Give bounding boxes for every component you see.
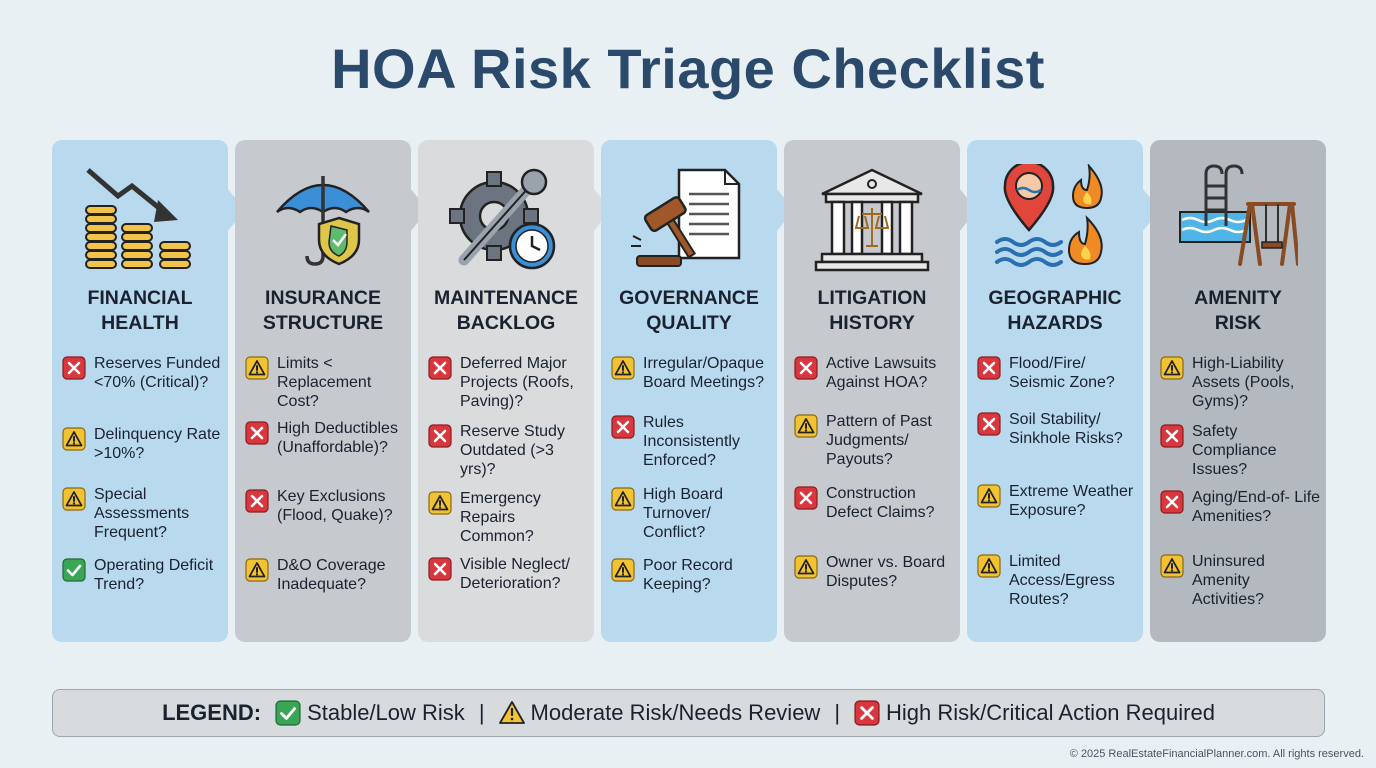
checklist-item: [245, 556, 409, 594]
high-risk-x-icon: [611, 415, 635, 439]
item-text: Deferred Major Projects (Roofs, Paving)?: [460, 355, 574, 410]
item-text: Owner vs. Board Disputes?: [826, 554, 946, 590]
courthouse-scales-icon: [812, 164, 932, 274]
item-text: Rules Inconsistently Enforced?: [643, 414, 740, 469]
item-text: Visible Neglect/ Deterioration?: [460, 556, 570, 592]
warning-triangle-icon: [977, 554, 1001, 578]
umbrella-shield-icon: [263, 164, 383, 274]
coins-down-trend-icon: [80, 164, 200, 274]
item-text: Reserves Funded <70% (Critical)?: [94, 355, 221, 391]
legend-item-stable: [275, 700, 465, 726]
column-amenity-risk: [1150, 140, 1326, 642]
legend-high-text: High Risk/Critical Action Required: [886, 700, 1215, 725]
copyright: © 2025 RealEstateFinancialPlanner.com. All rights reserved.: [1069, 748, 1364, 760]
checklist-item: [245, 419, 409, 457]
legend-item-high: [854, 700, 1215, 726]
warning-triangle-icon: [499, 700, 525, 726]
checklist-item: [794, 553, 958, 591]
warning-triangle-icon: [62, 427, 86, 451]
column-insurance-structure: [235, 140, 411, 642]
warning-triangle-icon: [977, 484, 1001, 508]
checklist-item: [62, 485, 226, 542]
item-text: Operating Deficit Trend?: [94, 557, 214, 593]
pin-water-fire-icon: [995, 164, 1115, 274]
column-title: AMENITY RISK: [1194, 287, 1282, 334]
high-risk-x-icon: [245, 421, 269, 445]
legend-moderate-text: Moderate Risk/Needs Review: [530, 700, 821, 725]
checklist-item: [428, 489, 592, 546]
checklist-item: [245, 354, 409, 411]
checklist-item: [428, 354, 592, 411]
item-text: Extreme Weather Exposure?: [1009, 483, 1134, 519]
gavel-document-icon: [629, 164, 749, 274]
checklist-item: [1160, 354, 1324, 411]
legend-item-moderate: [499, 700, 821, 726]
warning-triangle-icon: [428, 491, 452, 515]
high-risk-x-icon: [854, 700, 880, 726]
check-icon: [62, 558, 86, 582]
pool-swing-icon: [1178, 164, 1298, 274]
checklist-item: [977, 354, 1141, 392]
high-risk-x-icon: [977, 412, 1001, 436]
item-text: Emergency Repairs Common?: [460, 490, 541, 545]
checklist-item: [794, 354, 958, 392]
checklist-item: [1160, 488, 1324, 526]
column-title: LITIGATION HISTORY: [817, 287, 927, 334]
risk-columns: [0, 140, 1376, 642]
item-text: Uninsured Amenity Activities?: [1192, 553, 1265, 608]
item-text: Flood/Fire/ Seismic Zone?: [1009, 355, 1115, 391]
checklist-item: [428, 422, 592, 479]
column-title: GOVERNANCE QUALITY: [619, 287, 759, 334]
high-risk-x-icon: [794, 486, 818, 510]
column-title: FINANCIAL HEALTH: [87, 287, 193, 334]
item-text: Limits < Replacement Cost?: [277, 355, 372, 410]
check-icon: [275, 700, 301, 726]
high-risk-x-icon: [428, 557, 452, 581]
column-maintenance-backlog: [418, 140, 594, 642]
column-title: INSURANCE STRUCTURE: [262, 287, 384, 334]
item-text: Pattern of Past Judgments/ Payouts?: [826, 413, 932, 468]
high-risk-x-icon: [428, 424, 452, 448]
high-risk-x-icon: [794, 356, 818, 380]
checklist-item: [977, 410, 1141, 448]
high-risk-x-icon: [62, 356, 86, 380]
column-litigation-history: [784, 140, 960, 642]
legend-separator: |: [834, 700, 841, 725]
warning-triangle-icon: [245, 558, 269, 582]
legend: [52, 689, 1325, 737]
gear-wrench-clock-icon: [446, 164, 566, 274]
item-text: Safety Compliance Issues?: [1192, 423, 1277, 478]
item-text: Poor Record Keeping?: [643, 557, 733, 593]
item-text: D&O Coverage Inadequate?: [277, 557, 386, 593]
item-text: High Deductibles (Unaffordable)?: [277, 420, 398, 456]
checklist-item: [611, 354, 775, 392]
legend-stable-text: Stable/Low Risk: [307, 700, 465, 725]
checklist-item: [611, 556, 775, 594]
warning-triangle-icon: [611, 356, 635, 380]
checklist-item: [794, 484, 958, 522]
item-text: Irregular/Opaque Board Meetings?: [643, 355, 764, 391]
warning-triangle-icon: [1160, 356, 1184, 380]
item-text: Special Assessments Frequent?: [94, 486, 190, 541]
checklist-item: [428, 555, 592, 593]
item-text: Reserve Study Outdated (>3 yrs)?: [460, 423, 565, 478]
warning-triangle-icon: [611, 487, 635, 511]
column-governance-quality: [601, 140, 777, 642]
high-risk-x-icon: [428, 356, 452, 380]
checklist-item: [62, 556, 226, 594]
warning-triangle-icon: [62, 487, 86, 511]
page-title: HOA Risk Triage Checklist: [331, 37, 1045, 100]
checklist-item: [977, 482, 1141, 520]
item-text: Delinquency Rate >10%?: [94, 426, 221, 462]
checklist-item: [62, 425, 226, 463]
checklist-item: [611, 413, 775, 470]
checklist-item: [1160, 552, 1324, 609]
column-title: GEOGRAPHIC HAZARDS: [988, 287, 1122, 334]
high-risk-x-icon: [1160, 490, 1184, 514]
item-text: Construction Defect Claims?: [826, 485, 935, 521]
warning-triangle-icon: [611, 558, 635, 582]
item-text: Soil Stability/ Sinkhole Risks?: [1009, 411, 1123, 447]
high-risk-x-icon: [1160, 424, 1184, 448]
high-risk-x-icon: [977, 356, 1001, 380]
checklist-item: [794, 412, 958, 469]
high-risk-x-icon: [245, 489, 269, 513]
item-text: Active Lawsuits Against HOA?: [826, 355, 937, 391]
legend-label: LEGEND:: [162, 700, 262, 725]
column-financial-health: [52, 140, 228, 642]
warning-triangle-icon: [245, 356, 269, 380]
item-text: Limited Access/Egress Routes?: [1009, 553, 1115, 608]
checklist-item: [1160, 422, 1324, 479]
column-geographic-hazards: [967, 140, 1143, 642]
column-title: MAINTENANCE BACKLOG: [433, 287, 579, 334]
checklist-item: [611, 485, 775, 542]
checklist-item: [62, 354, 226, 392]
item-text: High Board Turnover/ Conflict?: [643, 486, 724, 541]
item-text: Aging/End-of- Life Amenities?: [1192, 489, 1321, 525]
item-text: High-Liability Assets (Pools, Gyms)?: [1192, 355, 1295, 410]
checklist-item: [245, 487, 409, 525]
warning-triangle-icon: [1160, 554, 1184, 578]
legend-separator: |: [478, 700, 485, 725]
warning-triangle-icon: [794, 555, 818, 579]
checklist-item: [977, 552, 1141, 609]
item-text: Key Exclusions (Flood, Quake)?: [277, 488, 393, 524]
warning-triangle-icon: [794, 414, 818, 438]
